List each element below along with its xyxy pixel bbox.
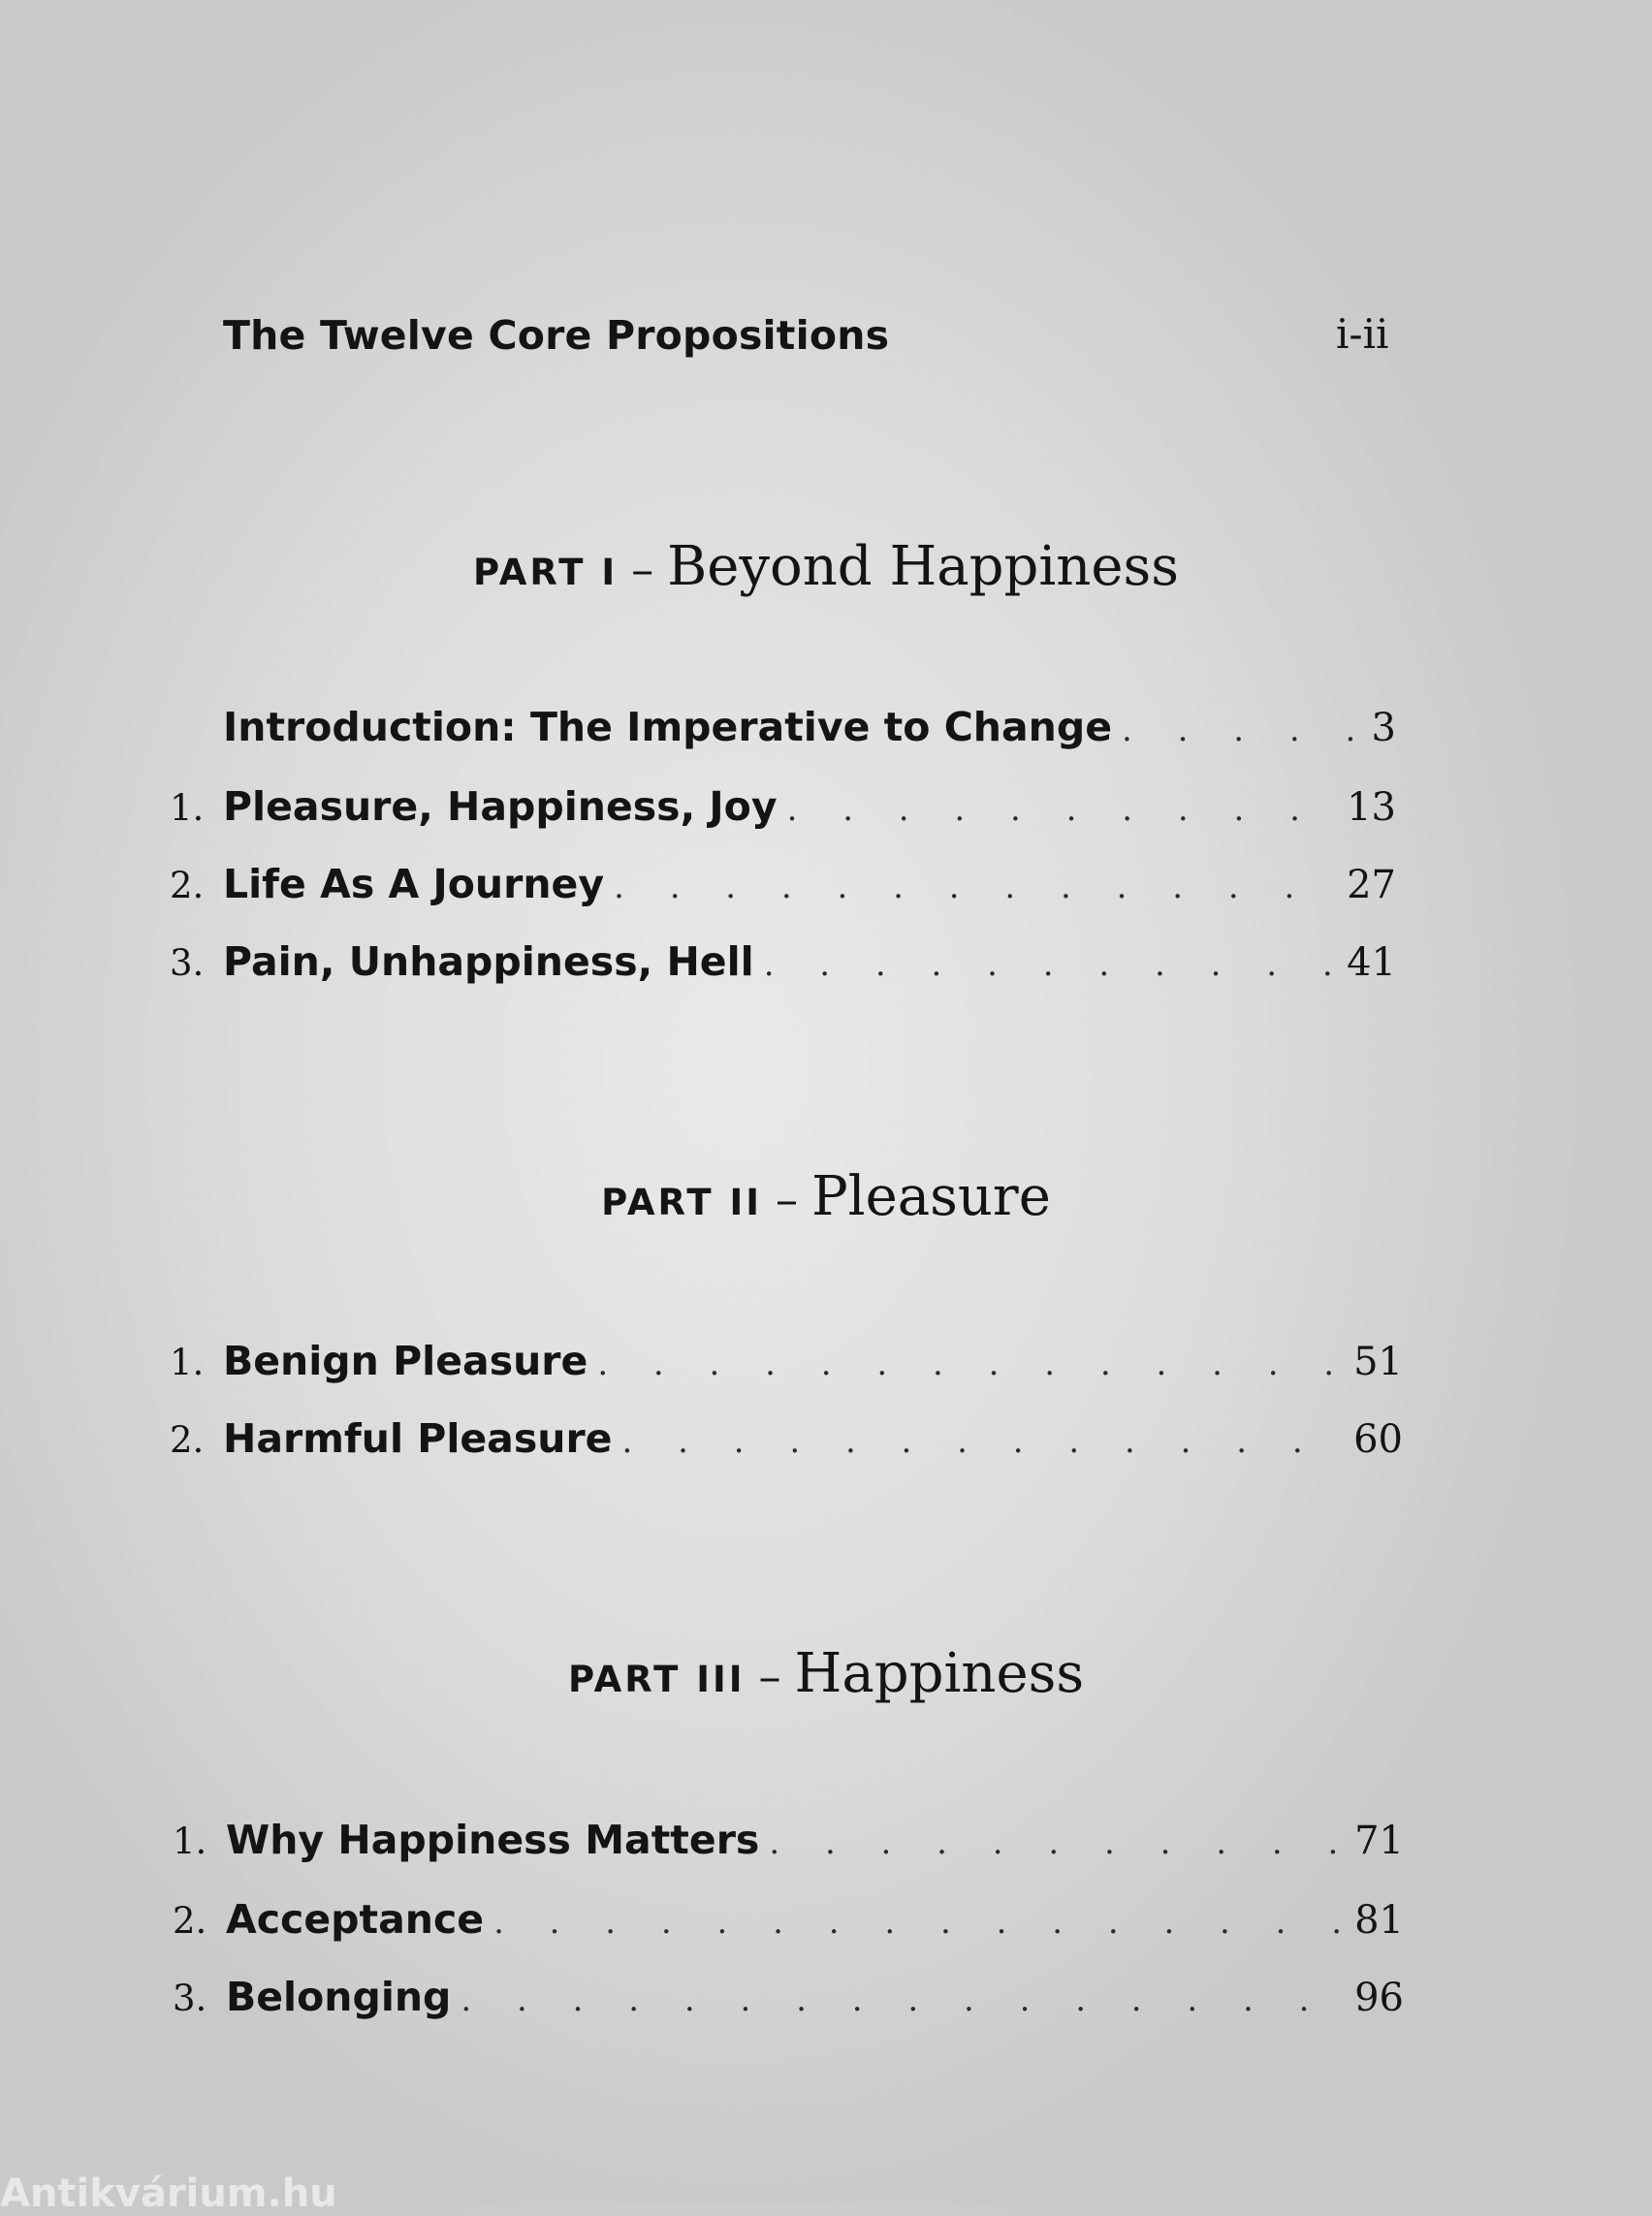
entry-page: 81 bbox=[1354, 1898, 1404, 1943]
part-label: PART II bbox=[601, 1182, 762, 1223]
dot-leader bbox=[778, 790, 1344, 829]
part-title: Beyond Happiness bbox=[667, 535, 1179, 598]
toc-entry-2-2 bbox=[170, 1415, 1403, 1462]
dot-leader bbox=[451, 1980, 1350, 2019]
part-title: Pleasure bbox=[811, 1165, 1051, 1228]
part-title: Happiness bbox=[794, 1642, 1085, 1705]
entry-page: 41 bbox=[1347, 940, 1396, 985]
entry-page: 27 bbox=[1347, 863, 1396, 907]
part-3-heading bbox=[0, 1642, 1652, 1705]
entry-page: 3 bbox=[1371, 706, 1396, 750]
dot-leader bbox=[612, 1422, 1350, 1461]
entry-title: Acceptance bbox=[226, 1896, 485, 1943]
entry-number: 3. bbox=[173, 1978, 207, 2019]
toc-entry-1-3 bbox=[170, 938, 1396, 985]
entry-number: 2. bbox=[170, 865, 205, 906]
toc-entry-2-1 bbox=[170, 1338, 1403, 1384]
core-propositions-title: The Twelve Core Propositions bbox=[223, 312, 890, 359]
watermark: Antikvárium.hu bbox=[0, 2171, 337, 2216]
part-2-heading bbox=[0, 1165, 1652, 1228]
entry-number: 2. bbox=[173, 1900, 207, 1942]
entry-title: Benign Pleasure bbox=[223, 1338, 588, 1384]
entry-title: Belonging bbox=[226, 1974, 452, 2020]
entry-page: 13 bbox=[1347, 785, 1396, 830]
entry-page: 51 bbox=[1353, 1340, 1403, 1384]
toc-entry-3-1 bbox=[173, 1817, 1404, 1863]
toc-entry-introduction bbox=[170, 704, 1396, 750]
dot-leader bbox=[588, 1345, 1350, 1383]
entry-page: 71 bbox=[1354, 1819, 1404, 1863]
entry-title: Introduction: The Imperative to Change bbox=[223, 704, 1112, 750]
part-dash: – bbox=[776, 1173, 798, 1225]
part-dash: – bbox=[758, 1650, 781, 1702]
part-label: PART I bbox=[473, 552, 619, 593]
entry-number: 3. bbox=[170, 942, 205, 984]
entry-title: Why Happiness Matters bbox=[226, 1817, 760, 1863]
entry-title: Life As A Journey bbox=[223, 861, 605, 907]
entry-number: 1. bbox=[173, 1820, 207, 1862]
core-propositions-pages: i-ii bbox=[1336, 310, 1389, 358]
entry-page: 60 bbox=[1353, 1417, 1403, 1462]
entry-number: 1. bbox=[170, 1342, 205, 1383]
part-1-heading bbox=[0, 535, 1652, 598]
toc-entry-3-2 bbox=[173, 1896, 1404, 1943]
part-dash: – bbox=[631, 543, 654, 595]
dot-leader bbox=[759, 1823, 1350, 1862]
toc-entry-1-1 bbox=[170, 783, 1396, 830]
entry-title: Pleasure, Happiness, Joy bbox=[223, 783, 778, 830]
entry-number: 1. bbox=[170, 787, 205, 829]
dot-leader bbox=[1112, 711, 1368, 749]
dot-leader bbox=[604, 868, 1343, 906]
dot-leader bbox=[754, 945, 1343, 984]
dot-leader bbox=[484, 1903, 1350, 1942]
part-label: PART III bbox=[567, 1659, 746, 1700]
toc-entry-3-3 bbox=[173, 1974, 1404, 2020]
entry-number: 2. bbox=[170, 1419, 205, 1461]
toc-entry-1-2 bbox=[170, 861, 1396, 907]
entry-title: Pain, Unhappiness, Hell bbox=[223, 938, 754, 985]
entry-title: Harmful Pleasure bbox=[223, 1415, 613, 1462]
entry-page: 96 bbox=[1354, 1976, 1404, 2020]
